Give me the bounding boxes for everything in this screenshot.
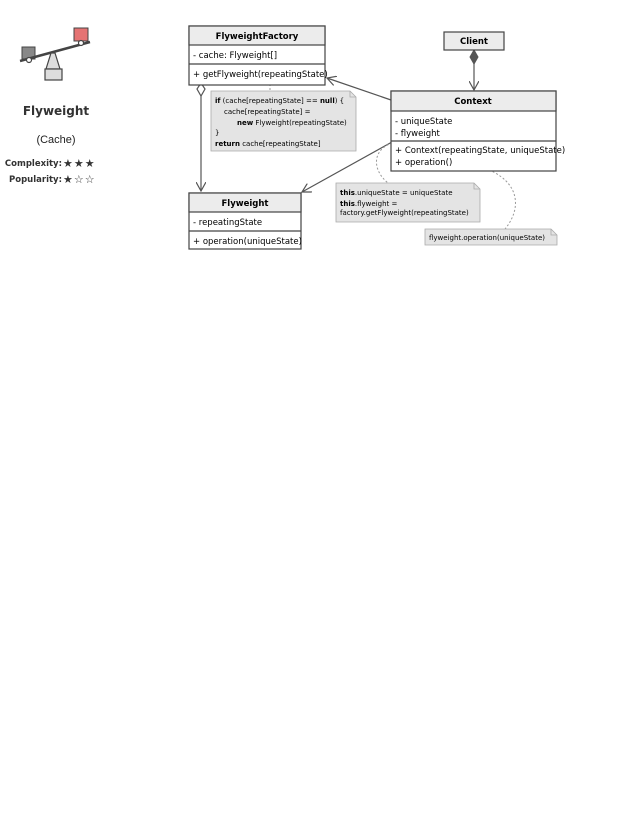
svg-text:new Flyweight(repeatingState): [237, 119, 347, 127]
code-text: cache[repeatingState] =: [224, 108, 311, 116]
class-method: + operation(uniqueState): [193, 237, 302, 247]
pattern-title: Flyweight: [22, 104, 90, 118]
class-field: - flyweight: [395, 129, 440, 139]
class-field: - uniqueState: [395, 117, 453, 127]
complexity-label: Complexity:: [4, 159, 62, 169]
class-flyweight: [189, 193, 302, 249]
class-context: [391, 91, 565, 171]
code-text: cache[repeatingState]: [239, 140, 321, 148]
class-name: Flyweight: [221, 199, 269, 209]
note-context-constructor: [336, 183, 480, 222]
code-keyword: new: [237, 119, 254, 127]
class-field: - cache: Flyweight[]: [193, 51, 278, 61]
class-client: [444, 32, 504, 50]
code-text: .uniqueState = uniqueState: [354, 189, 453, 197]
class-method: + operation(): [395, 158, 453, 168]
client-context-composition: [470, 49, 478, 90]
code-text: ) {: [334, 97, 345, 105]
note-operation: [425, 229, 557, 245]
code-text: factory.getFlyweight(repeatingState): [340, 209, 469, 217]
class-flyweightfactory: [189, 26, 328, 85]
class-method: + Context(repeatingState, uniqueState): [395, 146, 566, 156]
factory-flyweight-aggregation: [197, 83, 205, 191]
svg-text:this.uniqueState = uniqueState: [340, 189, 453, 197]
svg-text:this.flyweight =: [340, 200, 398, 208]
svg-text:return cache[repeatingState]: [215, 140, 321, 148]
complexity-stars: ★★★: [63, 157, 96, 170]
class-method: + getFlyweight(repeatingState): [193, 70, 328, 80]
svg-text:if (cache[repeatingState] == n: [215, 97, 344, 105]
class-name: Context: [454, 97, 492, 107]
popularity-stars: ★☆☆: [63, 173, 96, 186]
code-keyword: this: [340, 200, 355, 208]
class-name: Client: [460, 37, 488, 47]
class-field: - repeatingState: [193, 218, 263, 228]
code-keyword: this: [340, 189, 355, 197]
code-text: .flyweight =: [354, 200, 398, 208]
code-keyword: if: [215, 97, 221, 105]
popularity-label: Popularity:: [9, 175, 62, 185]
code-keyword: null: [319, 97, 335, 105]
class-name: FlyweightFactory: [215, 32, 299, 42]
code-text: flyweight.operation(uniqueState): [429, 234, 545, 242]
code-text: (cache[repeatingState] ==: [220, 97, 320, 105]
code-text: Flyweight(repeatingState): [253, 119, 347, 127]
pattern-subtitle: (Cache): [36, 134, 76, 146]
note-factory-code: [211, 91, 356, 151]
code-text: }: [215, 129, 220, 137]
code-keyword: return: [215, 140, 240, 148]
